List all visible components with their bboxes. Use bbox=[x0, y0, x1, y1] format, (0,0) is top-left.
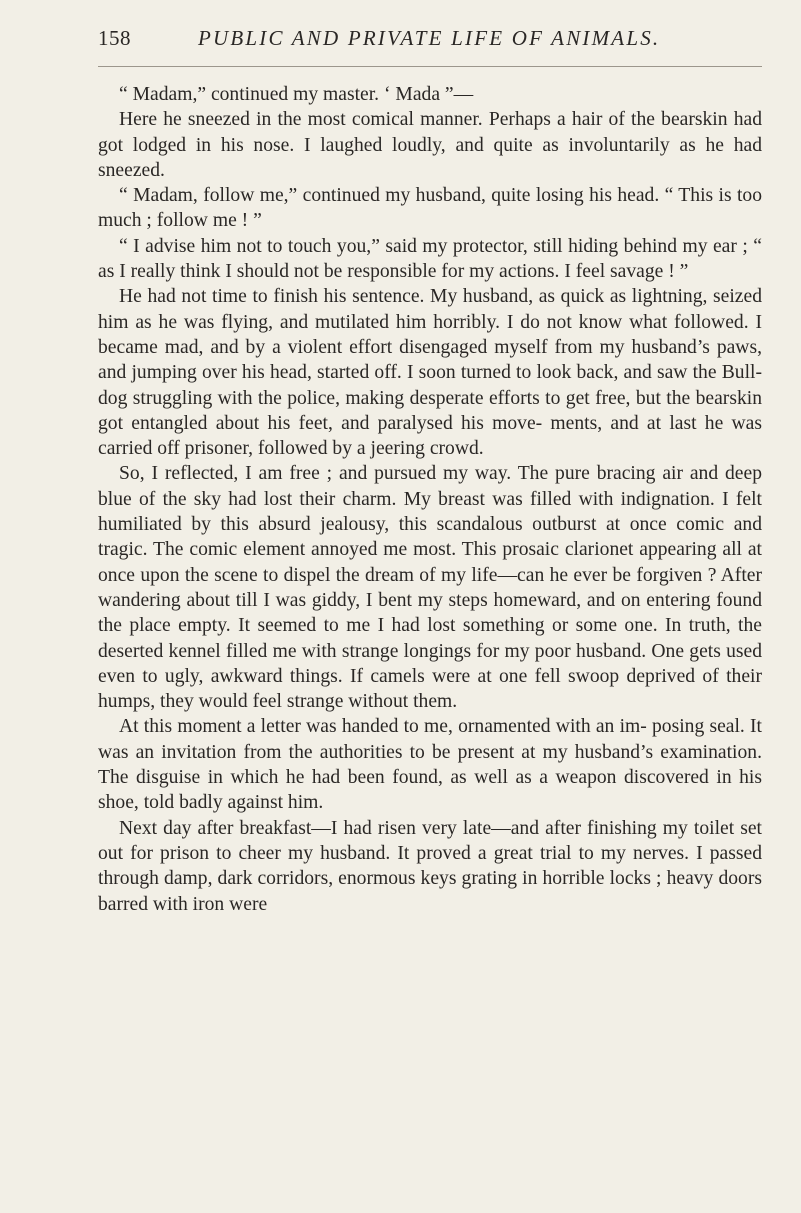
page-header bbox=[98, 26, 758, 56]
paragraph: “ I advise him not to touch you,” said my protector, still hiding behind my ear ; “ as I really think I should not be responsible for my actions. I feel savage ! ” bbox=[98, 235, 762, 283]
paragraph: “ Madam, follow me,” continued my husband, quite losing his head. “ This is too much ; follow me ! ” bbox=[98, 185, 762, 232]
paragraph: He had not time to finish his sentence. My husband, as quick as lightning, seized him as he was flying, and mutilated him horribly. I do not know what followed. I became mad, and by a violent effort disengaged myself from my husband’s paws, and jumping over his head, started off. I soon turned to look back, and saw the Bull-dog struggling with the police, making desperate efforts to get free, but the bearskin got entangled about his feet, and paralysed his move- ments, and at last he was carried off prisoner, followed by a jeering crowd. bbox=[98, 286, 762, 460]
paragraph: At this moment a letter was handed to me, ornamented with an im- posing seal. It was an invitation from the authorities to be present at my husband’s examination. The disguise in which he had been found, as well as a weapon discovered in his shoe, told badly against him. bbox=[98, 716, 762, 814]
body-text bbox=[98, 82, 762, 917]
header-rule bbox=[98, 66, 762, 67]
paragraph: “ Madam,” continued my master. ‘ Mada ”— bbox=[119, 84, 474, 105]
paragraph: So, I reflected, I am free ; and pursued my way. The pure bracing air and deep blue of the sky had lost their charm. My breast was filled with indignation. I felt humiliated by this absurd jealousy, this scandalous outburst at once comic and tragic. The comic element annoyed me most. This prosaic clarionet appearing all at once upon the scene to dispel the dream of my life—can he ever be forgiven ? After wandering about till I was giddy, I bent my steps homeward, and on entering found the place empty. It seemed to me I had lost something or some one. In truth, the deserted kennel filled me with strange longings for my poor husband. One gets used even to ugly, awkward things. If camels were at one fell swoop deprived of their humps, they would feel strange without them. bbox=[98, 463, 762, 713]
running-title: PUBLIC AND PRIVATE LIFE OF ANIMALS. bbox=[198, 26, 661, 50]
page-number: 158 bbox=[98, 26, 131, 50]
paragraph: Next day after breakfast—I had risen very late—and after finishing my toilet set out for prison to cheer my husband. It proved a great trial to my nerves. I passed through damp, dark corridors, enormous keys grating in horrible locks ; heavy doors barred with iron were bbox=[98, 817, 762, 915]
paragraph: Here he sneezed in the most comical manner. Perhaps a hair of the bearskin had got lodged in his nose. I laughed loudly, and quite as involuntarily as he had sneezed. bbox=[98, 109, 762, 181]
